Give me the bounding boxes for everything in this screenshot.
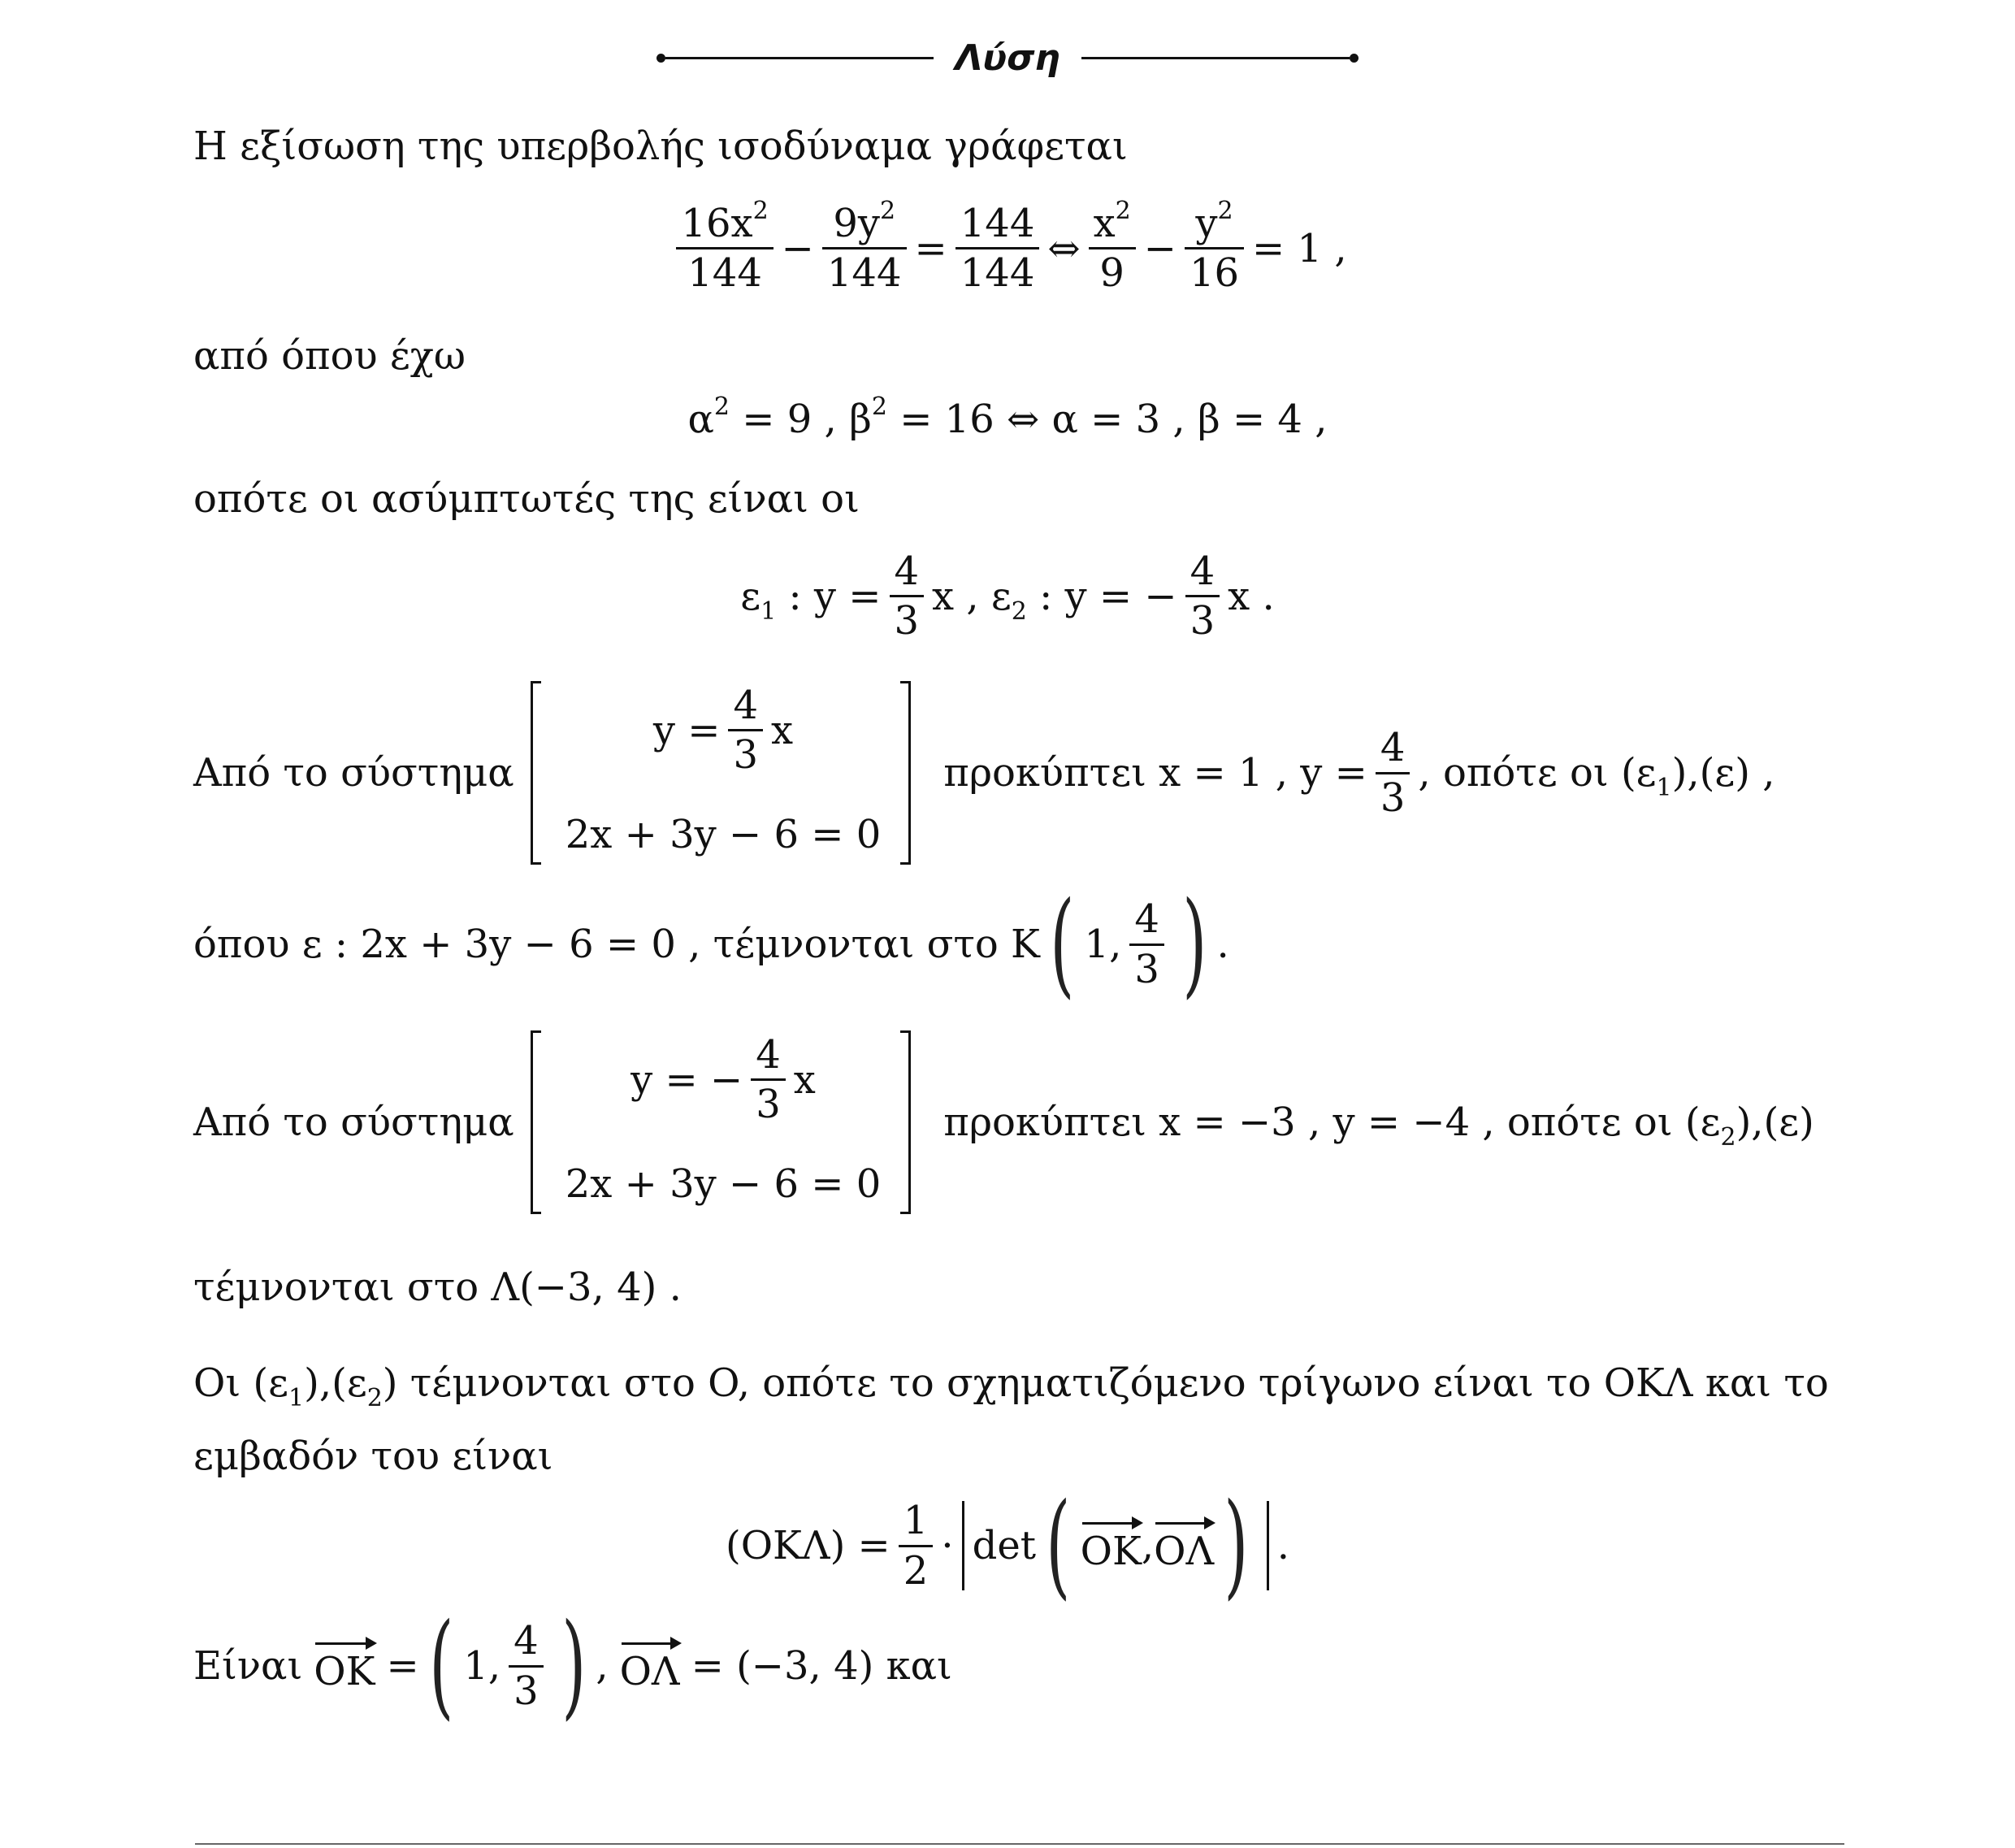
header-title: Λύση [955, 37, 1060, 79]
fraction: $\frac{4}{3}$ [1185, 551, 1220, 642]
paragraph-9: εμβαδόν του είναι [193, 1434, 553, 1479]
system-left-bracket [531, 1030, 541, 1214]
abs-bar-left [962, 1501, 964, 1590]
paragraph-8: Οι $(\varepsilon_1),(\varepsilon_2)$ τέμνονται στο O, οπότε το σχηματιζόμενο τρίγωνο είναι το ΟΚΛ και το [193, 1360, 1829, 1412]
fraction: $\frac{x^2}{9}$ [1089, 203, 1136, 294]
fraction: $\frac{144}{144}$ [956, 203, 1040, 294]
header-dot-right [1350, 54, 1358, 63]
header [0, 37, 2015, 79]
paragraph-3: οπότε οι ασύμπτωτές της είναι οι [193, 476, 860, 522]
paragraph-2: από όπου έχω [193, 333, 466, 379]
system-1-line: Από το σύστημα y = $\frac{4}{3}$ x 2x + 3y − 6 = 0 προκύπτει x = 1 , y = $\frac{4}{3}$ , οπότε οι $(\varepsilon_1),(\varepsilon)$ , [193, 681, 1774, 865]
fraction: $\frac{4}{3}$ [890, 551, 925, 642]
system-right-bracket [900, 1030, 911, 1214]
fraction: $\frac{4}{3}$ [1376, 727, 1410, 818]
fraction: $\frac{4}{3}$ [509, 1620, 544, 1711]
paragraph-1: Η εξίσωση της υπερβολής ισοδύναμα γράφεται [193, 124, 1128, 169]
equation-area: (ΟΚΛ) = $\frac{1}{2}$ · det ( OK , OΛ ) . [725, 1479, 1290, 1612]
fraction: $\frac{y^2}{16}$ [1185, 203, 1244, 294]
system-2: y = − $\frac{4}{3}$ x 2x + 3y − 6 = 0 [565, 1032, 882, 1207]
header-rule-left [665, 57, 934, 59]
paragraph-10: Είναι OK = ( 1, $\frac{4}{3}$ ) , OΛ = (−3, 4) και [193, 1599, 952, 1732]
fraction: $\frac{1}{2}$ [899, 1500, 934, 1591]
paragraph-7: τέμνονται στο Λ(−3, 4) . [193, 1265, 682, 1310]
fraction: $\frac{4}{3}$ [1129, 899, 1164, 990]
header-dot-left [656, 54, 665, 63]
fraction: $\frac{9y^2}{144}$ [822, 203, 907, 294]
equation-alpha-beta: $\alpha^2 = 9$ , $\beta^2 = 16$ ⇔ α = 3 , β = 4 , [687, 393, 1328, 442]
abs-bar-right [1267, 1501, 1269, 1590]
vector-ok: OK [1081, 1517, 1142, 1574]
system-left-bracket [531, 681, 541, 865]
fraction: $\frac{16x^2}{144}$ [676, 203, 773, 294]
vector-ok: OK [314, 1638, 375, 1694]
vector-ol: OΛ [1154, 1517, 1214, 1574]
system-right-bracket [900, 681, 911, 865]
equation-asymptotes: $\varepsilon_1$ : y = $\frac{4}{3}$ x , $\varepsilon_2$ : y = − $\frac{4}{3}$ x . [740, 549, 1275, 644]
header-rule-right [1081, 57, 1350, 59]
paragraph-5: όπου ε : 2x + 3y − 6 = 0 , τέμνονται στο K ( 1, $\frac{4}{3}$ ) . [193, 878, 1229, 1010]
system-2-line: Από το σύστημα y = − $\frac{4}{3}$ x 2x + 3y − 6 = 0 προκύπτει x = −3 , y = −4 , οπότε οι $(\varepsilon_2),(\varepsilon)$ [193, 1030, 1814, 1214]
equation-hyperbola: $\frac{16x^2}{144}$ − $\frac{9y^2}{144}$ = $\frac{144}{144}$ ⇔ $\frac{x^2}{9}$ − $\frac{y^2}{16}$ = 1 , [0, 203, 2015, 294]
system-1: y = $\frac{4}{3}$ x 2x + 3y − 6 = 0 [565, 683, 882, 857]
footer-rule [195, 1843, 1844, 1845]
vector-ol: OΛ [620, 1638, 680, 1694]
